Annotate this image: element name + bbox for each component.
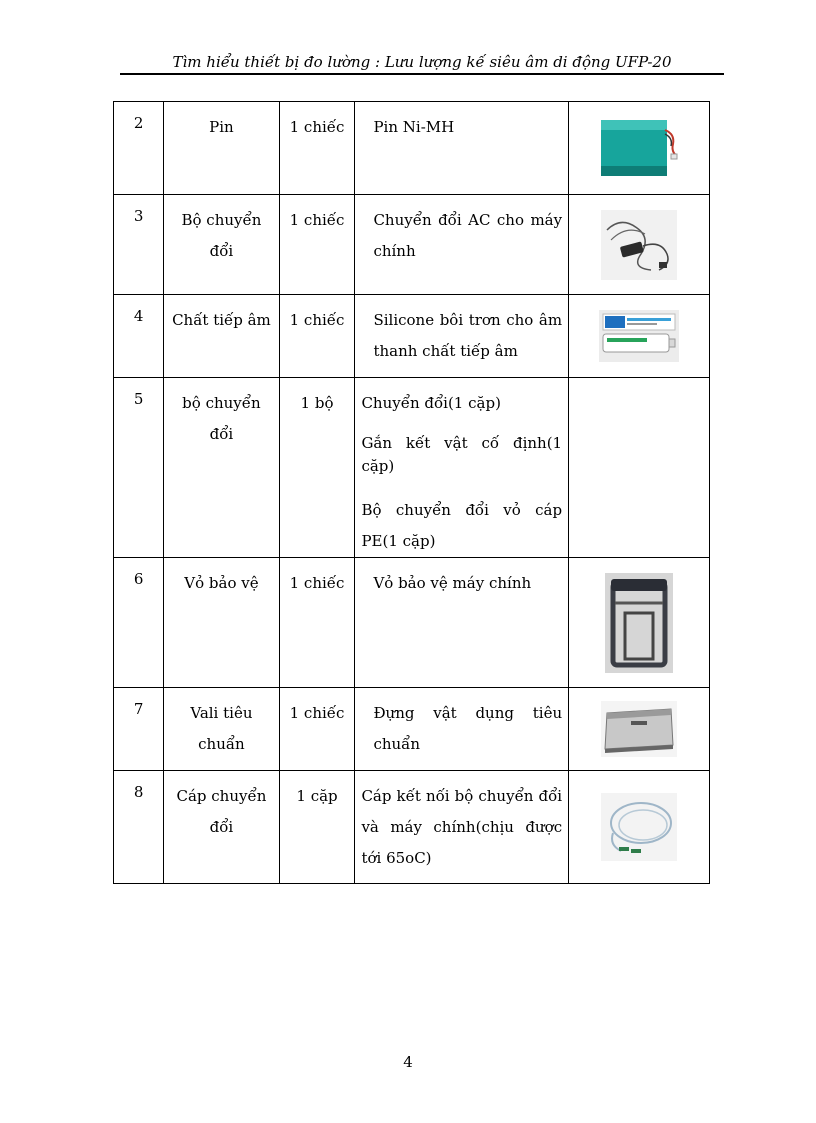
description-line: Chuyển đổi(1 cặp) [361, 394, 501, 412]
table-row [114, 378, 710, 558]
row-number: 7 [114, 688, 164, 771]
item-description [355, 771, 569, 884]
item-image-cell [569, 558, 710, 688]
page-number: 4 [403, 1053, 413, 1071]
item-name: Chất tiếp âm [164, 295, 279, 378]
item-name: Cáp chuyển đổi [164, 771, 279, 884]
row-number: 6 [114, 558, 164, 688]
item-quantity: 1 bộ [279, 378, 355, 558]
description-line: Silicone bôi trơn cho âm thanh chất tiếp âm [373, 311, 563, 360]
table-row [114, 295, 710, 378]
transducer-cable-icon [601, 793, 677, 861]
item-name: bộ chuyển đổi [164, 378, 279, 558]
item-quantity: 1 chiếc [279, 195, 355, 295]
item-quantity: 1 cặp [279, 771, 355, 884]
item-description [355, 195, 569, 295]
description-line: Gắn kết vật cố định(1 cặp) [361, 434, 563, 475]
item-description [355, 558, 569, 688]
item-quantity: 1 chiếc [279, 558, 355, 688]
description-line: Vỏ bảo vệ máy chính [373, 574, 532, 592]
item-name: Bộ chuyển đổi [164, 195, 279, 295]
table-row [114, 195, 710, 295]
item-quantity: 1 chiếc [279, 102, 355, 195]
description-line: Bộ chuyển đổi vỏ cáp PE(1 cặp) [361, 501, 563, 550]
item-quantity: 1 chiếc [279, 295, 355, 378]
item-image-cell [569, 378, 710, 558]
table-row [114, 771, 710, 884]
item-quantity: 1 chiếc [279, 688, 355, 771]
item-description [355, 102, 569, 195]
table-row [114, 558, 710, 688]
item-name: Vỏ bảo vệ [164, 558, 279, 688]
item-image-cell [569, 688, 710, 771]
protective-cover-icon [605, 573, 673, 673]
battery-pack-icon [599, 116, 679, 180]
table-row [114, 102, 710, 195]
item-description [355, 295, 569, 378]
description-line: Chuyển đổi AC cho máy chính [373, 211, 563, 260]
description-line: Cáp kết nối bộ chuyển đổi và máy chính(chịu được tới 65oC) [361, 787, 563, 867]
header-rule [120, 73, 724, 75]
item-image-cell [569, 195, 710, 295]
description-line: Đựng vật dụng tiêu chuẩn [373, 704, 563, 753]
page-header: Tìm hiểu thiết bị đo lường : Lưu lượng kế siêu âm di động UFP-20 [172, 53, 672, 71]
row-number: 5 [114, 378, 164, 558]
item-description [355, 378, 569, 558]
equipment-table [113, 101, 710, 884]
row-number: 2 [114, 102, 164, 195]
item-name: Vali tiêu chuẩn [164, 688, 279, 771]
item-image-cell [569, 102, 710, 195]
couplant-tube-icon [599, 310, 679, 362]
table-row [114, 688, 710, 771]
description-line: Pin Ni-MH [373, 118, 455, 136]
row-number: 4 [114, 295, 164, 378]
ac-adapter-icon [601, 210, 677, 280]
carrying-case-icon [601, 701, 677, 757]
row-number: 8 [114, 771, 164, 884]
item-image-cell [569, 771, 710, 884]
row-number: 3 [114, 195, 164, 295]
item-name: Pin [164, 102, 279, 195]
item-description [355, 688, 569, 771]
item-image-cell [569, 295, 710, 378]
